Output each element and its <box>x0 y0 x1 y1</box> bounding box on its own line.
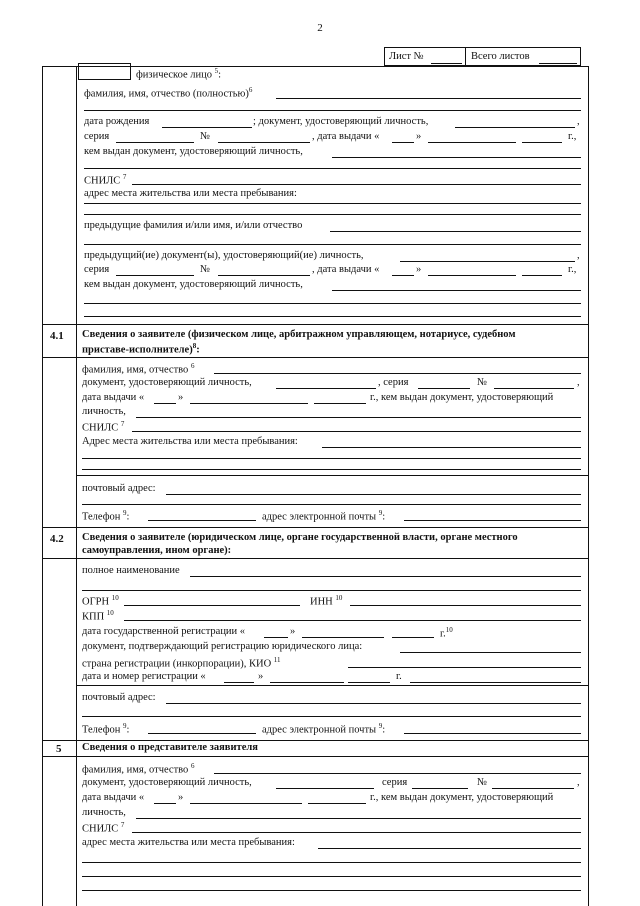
s5-address-field-2[interactable] <box>82 862 581 863</box>
s5-issue-quote: » <box>178 792 184 803</box>
sheet-counter-box <box>384 47 581 66</box>
section-5-title: Сведения о представителе заявителя <box>82 742 258 753</box>
fl-issued-by-label: кем выдан документ, удостоверяющий личность, <box>84 146 303 157</box>
s41-email-field[interactable] <box>404 520 581 521</box>
fl-address-field-2[interactable] <box>84 214 581 215</box>
fl-prev-docs-label: предыдущий(ие) документ(ы), удостоверяющий(ие) личность, <box>84 250 364 261</box>
s42-inn-field[interactable] <box>350 605 581 606</box>
s5-issued-by-field[interactable] <box>136 818 581 819</box>
s5-no-label: № <box>477 777 488 788</box>
fl-no-field[interactable] <box>218 142 310 143</box>
s41-issue-month[interactable] <box>190 403 308 404</box>
fl-address-label: адрес места жительства или места пребывания: <box>84 188 297 199</box>
s41-doc-field[interactable] <box>276 388 376 389</box>
s5-issue-month[interactable] <box>190 803 302 804</box>
fl-doc-label: ; документ, удостоверяющий личность, <box>253 116 429 127</box>
s5-issued-by-label: г., кем выдан документ, удостоверяющий <box>370 792 554 803</box>
fl-issue-quote: » <box>416 131 422 142</box>
fl-snils-label: СНИЛС $^7$ <box>84 173 127 187</box>
s42-inn-label: ИНН $^{10}$ <box>310 594 343 608</box>
fl-issue-g: г., <box>568 131 577 142</box>
s42-reg-doc-field[interactable] <box>400 652 581 653</box>
fl-series2-label: серия <box>84 264 110 275</box>
s42-reg-num-field[interactable] <box>410 682 581 683</box>
section-4-1-title-line1: Сведения о заявителе (физическом лице, арбитражном управляющем, нотариусе, судебном <box>82 329 516 340</box>
sheet-number-field[interactable] <box>431 63 462 64</box>
s5-doc-label: документ, удостоверяющий личность, <box>82 777 252 788</box>
section-5-number: 5 <box>56 743 62 755</box>
fl-issue2-quote: » <box>416 264 422 275</box>
s42-reg-date-day[interactable] <box>264 637 288 638</box>
s41-fio-field[interactable] <box>214 373 581 374</box>
fl-prev-docs-field[interactable] <box>400 261 575 262</box>
s41-lichnost-label: личность, <box>82 406 126 417</box>
s42-full-name-label: полное наименование <box>82 565 180 576</box>
fl-fio-field[interactable] <box>276 98 581 99</box>
fl-no2-label: № <box>200 264 211 275</box>
fl-issue2-day[interactable] <box>392 275 414 276</box>
fl-address-field[interactable] <box>84 203 581 204</box>
s41-no-label: № <box>477 377 488 388</box>
s5-no-field[interactable] <box>492 788 574 789</box>
s42-country-field[interactable] <box>348 667 581 668</box>
fl-prev-docs-comma: , <box>577 250 580 261</box>
section-4-2-title-line2: самоуправления, ином органе): <box>82 545 232 556</box>
s41-post-label: почтовый адрес: <box>82 483 156 494</box>
fl-issued-by2-label: кем выдан документ, удостоверяющий личность, <box>84 279 303 290</box>
s41-issue-day[interactable] <box>154 403 176 404</box>
fl-snils-field[interactable] <box>132 184 581 185</box>
fl-issued-by-field[interactable] <box>332 157 581 158</box>
s5-address-field-3[interactable] <box>82 876 581 877</box>
fl-doc-field[interactable] <box>455 127 575 128</box>
s41-issue-label: дата выдачи « <box>82 392 145 403</box>
s41-post-field[interactable] <box>166 494 581 495</box>
s5-series-label: серия <box>382 777 408 788</box>
s41-comma: , <box>577 377 580 388</box>
fl-prev-names-label: предыдущие фамилия и/или имя, и/или отчество <box>84 220 303 231</box>
s42-reg-date-month[interactable] <box>302 637 384 638</box>
fl-issue-year[interactable] <box>522 142 562 143</box>
s5-series-field[interactable] <box>412 788 468 789</box>
s41-issue-quote: » <box>178 392 184 403</box>
fl-series-label: серия <box>84 131 110 142</box>
fl-issue2-month[interactable] <box>428 275 516 276</box>
fl-issued-by2-field-3[interactable] <box>84 316 581 317</box>
s41-doc-label: документ, удостоверяющий личность, <box>82 377 252 388</box>
fl-issued-by2-field[interactable] <box>332 290 581 291</box>
s42-phone-label: Телефон $^9$: <box>82 722 130 736</box>
s42-reg-num-quote: » <box>258 671 264 682</box>
s5-snils-field[interactable] <box>132 832 581 833</box>
s41-snils-label: СНИЛС $^7$ <box>82 420 125 434</box>
s42-reg-date-g: г.$^{10}$ <box>440 626 453 640</box>
s42-reg-num-month[interactable] <box>270 682 344 683</box>
fl-issue-month[interactable] <box>428 142 516 143</box>
s42-reg-num-day[interactable] <box>224 682 254 683</box>
sheet-number-label: Лист № <box>389 51 424 62</box>
page-number: 2 <box>317 22 323 34</box>
s5-fio-label: фамилия, имя, отчество $^6$ <box>82 762 195 776</box>
s42-post-field-2[interactable] <box>82 716 581 717</box>
s42-reg-num-label: дата и номер регистрации « <box>82 671 206 682</box>
s41-email-label: адрес электронной почты $^9$: <box>262 509 386 523</box>
s41-snils-field[interactable] <box>132 431 581 432</box>
section-4-1-number: 4.1 <box>50 330 64 342</box>
section-4-2-number: 4.2 <box>50 533 64 545</box>
section-4-2-title-line1: Сведения о заявителе (юридическом лице, органе государственной власти, органе местного <box>82 532 518 543</box>
s42-full-name-field-2[interactable] <box>82 590 581 591</box>
s41-address-label: Адрес места жительства или места пребывания: <box>82 436 298 447</box>
s41-issued-by-field[interactable] <box>136 417 581 418</box>
fl-fio-field-2[interactable] <box>84 110 581 111</box>
fl-birth-label: дата рождения <box>84 116 150 127</box>
fl-issued-by-field-2[interactable] <box>84 168 581 169</box>
s41-no-field[interactable] <box>494 388 574 389</box>
s5-issue-year[interactable] <box>308 803 366 804</box>
s5-address-label: адрес места жительства или места пребывания: <box>82 837 295 848</box>
total-sheets-label: Всего листов <box>471 51 530 62</box>
s41-address-field-2[interactable] <box>82 458 581 459</box>
s5-address-field[interactable] <box>318 848 581 849</box>
s5-issue-day[interactable] <box>154 803 176 804</box>
s41-post-field-2[interactable] <box>82 504 581 505</box>
s42-reg-date-label: дата государственной регистрации « <box>82 626 246 637</box>
s41-issue-year[interactable] <box>314 403 366 404</box>
s42-reg-num-g: г. <box>396 671 402 682</box>
fl-issued-by2-field-2[interactable] <box>84 303 581 304</box>
s42-ogrn-field[interactable] <box>124 605 300 606</box>
fl-no-label: № <box>200 131 211 142</box>
s42-reg-doc-label: документ, подтверждающий регистрацию юридического лица: <box>82 641 363 652</box>
total-sheets-field[interactable] <box>539 63 577 64</box>
s42-kpp-label: КПП $^{10}$ <box>82 609 114 623</box>
s41-series-field[interactable] <box>418 388 470 389</box>
fl-prev-names-field[interactable] <box>330 231 581 232</box>
fl-issue-day[interactable] <box>392 142 414 143</box>
s42-full-name-field[interactable] <box>190 576 581 577</box>
column-separator <box>76 66 77 906</box>
s42-reg-num-year[interactable] <box>348 682 390 683</box>
fl-series-field[interactable] <box>116 142 194 143</box>
fl-issue-label: , дата выдачи « <box>312 131 380 142</box>
individual-title: физическое лицо $^5$: <box>136 67 222 81</box>
s42-post-label: почтовый адрес: <box>82 692 156 703</box>
s42-reg-date-quote: » <box>290 626 296 637</box>
section-4-1-title-line2: приставе-исполнителе)$^8$: <box>82 342 200 356</box>
s41-fio-label: фамилия, имя, отчество $^6$ <box>82 362 195 376</box>
s41-phone-label: Телефон $^9$: <box>82 509 130 523</box>
s42-ogrn-label: ОГРН $^{10}$ <box>82 594 119 608</box>
fl-series2-field[interactable] <box>116 275 194 276</box>
s5-lichnost-label: личность, <box>82 807 126 818</box>
s42-country-label: страна регистрации (инкорпорации), КИО $^{11}$ <box>82 656 281 670</box>
fl-prev-names-field-2[interactable] <box>84 244 581 245</box>
fl-no2-field[interactable] <box>218 275 310 276</box>
s5-issue-label: дата выдачи « <box>82 792 145 803</box>
s41-address-field-3[interactable] <box>82 469 581 470</box>
s42-reg-date-year[interactable] <box>392 637 434 638</box>
s42-email-field[interactable] <box>404 733 581 734</box>
s5-fio-field[interactable] <box>214 773 581 774</box>
fl-birth-field[interactable] <box>162 127 252 128</box>
s42-post-field[interactable] <box>166 703 581 704</box>
s42-phone-field[interactable] <box>148 733 256 734</box>
s41-issued-by-label: г., кем выдан документ, удостоверяющий <box>370 392 554 403</box>
s5-comma: , <box>577 777 580 788</box>
s41-series-label: , серия <box>378 377 409 388</box>
fl-issue2-year[interactable] <box>522 275 562 276</box>
s5-doc-field[interactable] <box>276 788 374 789</box>
fl-fio-label: фамилия, имя, отчество (полностью)$^6$ <box>84 86 253 100</box>
s5-address-field-4[interactable] <box>82 890 581 891</box>
s5-snils-label: СНИЛС $^7$ <box>82 821 125 835</box>
fl-issue2-g: г., <box>568 264 577 275</box>
s41-phone-field[interactable] <box>148 520 256 521</box>
s41-address-field[interactable] <box>322 447 581 448</box>
fl-issue2-label: , дата выдачи « <box>312 264 380 275</box>
individual-checkbox[interactable] <box>78 63 131 80</box>
s42-kpp-field[interactable] <box>124 620 581 621</box>
s42-email-label: адрес электронной почты $^9$: <box>262 722 386 736</box>
fl-doc-comma: , <box>577 116 580 127</box>
